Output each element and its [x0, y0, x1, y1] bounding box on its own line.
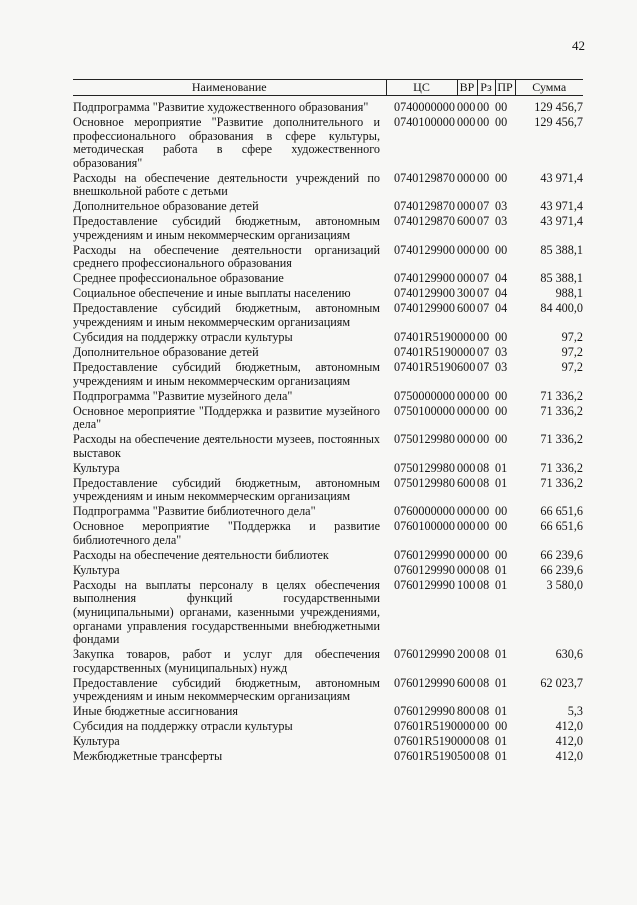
- row-pr: 04: [495, 271, 508, 286]
- row-rz: 00: [477, 242, 490, 257]
- row-vr: 000: [457, 388, 476, 403]
- row-pr: 01: [495, 749, 508, 764]
- header-rz: Рз: [477, 80, 495, 96]
- row-cs: 0760100000: [394, 519, 455, 534]
- page-number: 42: [572, 38, 585, 53]
- table-row: [73, 433, 583, 462]
- table-row: [73, 331, 583, 346]
- row-pr: 00: [495, 330, 508, 345]
- row-pr: 00: [495, 114, 508, 129]
- row-sum: 71 336,2: [540, 460, 583, 475]
- row-cs: 0760129990: [394, 562, 455, 577]
- row-cs: 0740129900: [394, 301, 455, 316]
- row-cs: 0740129900: [394, 271, 455, 286]
- row-pr: 01: [495, 734, 508, 749]
- row-rz: 08: [477, 460, 490, 475]
- row-cs: 07401R5190: [394, 359, 457, 374]
- row-pr: 00: [495, 432, 508, 447]
- row-sum: 66 651,6: [540, 519, 583, 534]
- row-name: Расходы на обеспечение деятельности музеев, постоянных выставок: [73, 432, 380, 460]
- row-sum: 85 388,1: [540, 271, 583, 286]
- row-name: Закупка товаров, работ и услуг для обеспечения государственных (муниципальных) нужд: [73, 647, 380, 675]
- row-rz: 00: [477, 719, 490, 734]
- row-pr: 01: [495, 577, 508, 592]
- row-vr: 600: [457, 475, 476, 490]
- row-rz: 00: [477, 330, 490, 345]
- row-sum: 97,2: [561, 359, 583, 374]
- row-sum: 71 336,2: [540, 388, 583, 403]
- table-row: [73, 116, 583, 172]
- row-vr: 000: [457, 100, 476, 114]
- table-row: [73, 405, 583, 434]
- row-cs: 0740000000: [394, 100, 455, 114]
- row-pr: 01: [495, 562, 508, 577]
- row-pr: 03: [495, 214, 508, 229]
- row-cs: 07601R5190: [394, 734, 457, 749]
- row-sum: 129 456,7: [534, 114, 583, 129]
- row-vr: 000: [457, 734, 476, 749]
- row-vr: 000: [457, 330, 476, 345]
- row-cs: 0750129980: [394, 432, 455, 447]
- row-cs: 0750000000: [394, 388, 455, 403]
- row-pr: 00: [495, 519, 508, 534]
- row-sum: 66 239,6: [540, 562, 583, 577]
- row-vr: 000: [457, 519, 476, 534]
- row-pr: 00: [495, 719, 508, 734]
- row-sum: 97,2: [561, 330, 583, 345]
- row-name: Расходы на обеспечение деятельности организаций среднего профессионального образования: [73, 242, 380, 271]
- row-pr: 03: [495, 345, 508, 359]
- row-rz: 00: [477, 114, 490, 129]
- row-name: Основное мероприятие "Поддержка и развитие библиотечного дела": [73, 519, 380, 547]
- header-cs: ЦС: [386, 80, 457, 96]
- table-row: [73, 287, 583, 302]
- table-row: [73, 549, 583, 564]
- row-rz: 07: [477, 345, 490, 359]
- row-sum: 129 456,7: [534, 100, 583, 114]
- table-row: [73, 579, 583, 648]
- row-cs: 0740129900: [394, 286, 455, 301]
- table-row: [73, 477, 583, 506]
- row-rz: 00: [477, 504, 490, 519]
- table-row: [73, 462, 583, 477]
- row-sum: 412,0: [555, 734, 583, 749]
- row-cs: 0740100000: [394, 114, 455, 129]
- table-row: [73, 244, 583, 273]
- row-rz: 08: [477, 647, 490, 662]
- table-row: [73, 705, 583, 720]
- row-rz: 00: [477, 388, 490, 403]
- budget-table: [73, 79, 583, 765]
- row-pr: 00: [495, 170, 508, 185]
- row-sum: 71 336,2: [540, 432, 583, 447]
- row-vr: 000: [457, 719, 476, 734]
- row-cs: 0760129990: [394, 547, 455, 562]
- row-sum: 412,0: [555, 719, 583, 734]
- row-name: Основное мероприятие "Поддержка и развитие музейного дела": [73, 403, 380, 432]
- table-row: [73, 750, 583, 765]
- row-sum: 66 651,6: [540, 504, 583, 519]
- row-sum: 43 971,4: [540, 214, 583, 229]
- row-rz: 08: [477, 704, 490, 719]
- row-cs: 0750129980: [394, 475, 455, 490]
- row-name: Межбюджетные трансферты: [73, 749, 223, 764]
- row-pr: 03: [495, 199, 508, 214]
- row-name: Предоставление субсидий бюджетным, автономным учреждениям и иным некоммерческим организациям: [73, 475, 380, 504]
- row-name: Подпрограмма "Развитие художественного образования": [73, 100, 369, 114]
- header-name: Наименование: [73, 80, 386, 96]
- row-pr: 00: [495, 547, 508, 562]
- row-cs: 07401R5190: [394, 345, 457, 359]
- row-cs: 07601R5190: [394, 749, 457, 764]
- row-sum: 988,1: [555, 286, 583, 301]
- row-vr: 300: [457, 286, 476, 301]
- row-cs: 0760129990: [394, 647, 455, 662]
- row-name: Культура: [73, 734, 120, 749]
- row-rz: 08: [477, 675, 490, 690]
- row-sum: 71 336,2: [540, 475, 583, 490]
- row-cs: 07601R5190: [394, 719, 457, 734]
- row-name: Дополнительное образование детей: [73, 345, 259, 359]
- row-name: Расходы на обеспечение деятельности учреждений по внешкольной работе с детьми: [73, 170, 380, 199]
- row-sum: 5,3: [567, 704, 583, 719]
- row-cs: 0740129870: [394, 199, 455, 214]
- row-vr: 000: [457, 114, 476, 129]
- row-pr: 03: [495, 359, 508, 374]
- row-sum: 84 400,0: [540, 301, 583, 316]
- row-vr: 500: [457, 749, 476, 764]
- row-name: Подпрограмма "Развитие библиотечного дела": [73, 504, 316, 519]
- table-row: [73, 735, 583, 750]
- row-cs: 0750100000: [394, 403, 455, 418]
- row-rz: 08: [477, 734, 490, 749]
- row-name: Субсидия на поддержку отрасли культуры: [73, 719, 293, 734]
- row-cs: 0760129990: [394, 577, 455, 592]
- row-name: Основное мероприятие "Развитие дополнительного и профессионального образования в сфере культуры, методическая работа в сфере художественного образования": [73, 114, 380, 170]
- row-vr: 000: [457, 271, 476, 286]
- row-rz: 07: [477, 359, 490, 374]
- row-rz: 00: [477, 403, 490, 418]
- row-name: Подпрограмма "Развитие музейного дела": [73, 388, 293, 403]
- row-name: Предоставление субсидий бюджетным, автономным учреждениям и иным некоммерческим организациям: [73, 214, 380, 242]
- table-row: [73, 172, 583, 201]
- row-vr: 000: [457, 432, 476, 447]
- table-row: [73, 505, 583, 520]
- row-pr: 04: [495, 301, 508, 316]
- row-rz: 08: [477, 749, 490, 764]
- row-rz: 00: [477, 547, 490, 562]
- row-vr: 000: [457, 504, 476, 519]
- row-sum: 43 971,4: [540, 199, 583, 214]
- row-cs: 0760129990: [394, 675, 455, 690]
- row-vr: 600: [457, 675, 476, 690]
- row-vr: 000: [457, 562, 476, 577]
- row-cs: 07401R5190: [394, 330, 457, 345]
- row-pr: 01: [495, 647, 508, 662]
- row-sum: 630,6: [555, 647, 583, 662]
- row-pr: 00: [495, 504, 508, 519]
- table-row: [73, 302, 583, 331]
- row-name: Среднее профессиональное образование: [73, 271, 284, 286]
- table-row: [73, 200, 583, 215]
- row-cs: 0760129990: [394, 704, 455, 719]
- row-vr: 600: [457, 359, 476, 374]
- row-name: Расходы на выплаты персоналу в целях обеспечения выполнения функций государственными (муниципальными) органами, казенными учреждениями, органами управления государственными внебюджетными фондами: [73, 577, 380, 647]
- row-rz: 07: [477, 199, 490, 214]
- row-name: Предоставление субсидий бюджетным, автономным учреждениям и иным некоммерческим организациям: [73, 359, 380, 388]
- table-row: [73, 520, 583, 549]
- row-rz: 07: [477, 286, 490, 301]
- row-sum: 97,2: [561, 345, 583, 359]
- row-pr: 01: [495, 475, 508, 490]
- row-vr: 000: [457, 403, 476, 418]
- table-row: [73, 648, 583, 677]
- row-sum: 71 336,2: [540, 403, 583, 418]
- table-row: [73, 101, 583, 116]
- table-row: [73, 272, 583, 287]
- row-cs: 0740129900: [394, 242, 455, 257]
- row-vr: 600: [457, 214, 476, 229]
- table-row: [73, 677, 583, 706]
- row-pr: 00: [495, 403, 508, 418]
- row-pr: 01: [495, 675, 508, 690]
- row-name: Культура: [73, 562, 120, 577]
- row-sum: 412,0: [555, 749, 583, 764]
- table-row: [73, 215, 583, 244]
- row-name: Дополнительное образование детей: [73, 199, 259, 214]
- row-pr: 00: [495, 242, 508, 257]
- row-rz: 00: [477, 170, 490, 185]
- row-cs: 0740129870: [394, 214, 455, 229]
- row-sum: 85 388,1: [540, 242, 583, 257]
- row-vr: 100: [457, 577, 476, 592]
- row-rz: 00: [477, 519, 490, 534]
- row-vr: 000: [457, 199, 476, 214]
- row-rz: 07: [477, 271, 490, 286]
- table-row: [73, 346, 583, 361]
- row-rz: 08: [477, 562, 490, 577]
- row-vr: 000: [457, 345, 476, 359]
- row-sum: 43 971,4: [540, 170, 583, 185]
- table-row: [73, 361, 583, 390]
- row-name: Субсидия на поддержку отрасли культуры: [73, 330, 293, 345]
- row-rz: 08: [477, 475, 490, 490]
- row-sum: 62 023,7: [540, 675, 583, 690]
- row-rz: 07: [477, 301, 490, 316]
- table-row: [73, 720, 583, 735]
- row-cs: 0740129870: [394, 170, 455, 185]
- row-rz: 00: [477, 432, 490, 447]
- header-vr: ВР: [457, 80, 477, 96]
- row-rz: 08: [477, 577, 490, 592]
- row-vr: 000: [457, 170, 476, 185]
- row-sum: 3 580,0: [546, 577, 583, 592]
- row-vr: 000: [457, 460, 476, 475]
- row-vr: 200: [457, 647, 476, 662]
- row-name: Культура: [73, 460, 120, 475]
- row-cs: 0750129980: [394, 460, 455, 475]
- row-name: Предоставление субсидий бюджетным, автономным учреждениям и иным некоммерческим организациям: [73, 675, 380, 704]
- row-name: Социальное обеспечение и иные выплаты населению: [73, 286, 351, 301]
- row-pr: 01: [495, 704, 508, 719]
- row-pr: 00: [495, 388, 508, 403]
- table-body: [73, 101, 583, 765]
- row-vr: 000: [457, 242, 476, 257]
- row-pr: 01: [495, 460, 508, 475]
- row-pr: 00: [495, 100, 508, 114]
- row-pr: 04: [495, 286, 508, 301]
- row-sum: 66 239,6: [540, 547, 583, 562]
- table-row: [73, 390, 583, 405]
- row-rz: 07: [477, 214, 490, 229]
- header-sum: Сумма: [515, 80, 583, 96]
- row-vr: 600: [457, 301, 476, 316]
- row-rz: 00: [477, 100, 490, 114]
- row-name: Предоставление субсидий бюджетным, автономным учреждениям и иным некоммерческим организациям: [73, 301, 380, 330]
- table-header: [73, 80, 583, 102]
- row-name: Расходы на обеспечение деятельности библиотек: [73, 547, 329, 562]
- row-vr: 800: [457, 704, 476, 719]
- row-cs: 0760000000: [394, 504, 455, 519]
- header-pr: ПР: [495, 80, 515, 96]
- row-name: Иные бюджетные ассигнования: [73, 704, 239, 719]
- table-row: [73, 564, 583, 579]
- row-vr: 000: [457, 547, 476, 562]
